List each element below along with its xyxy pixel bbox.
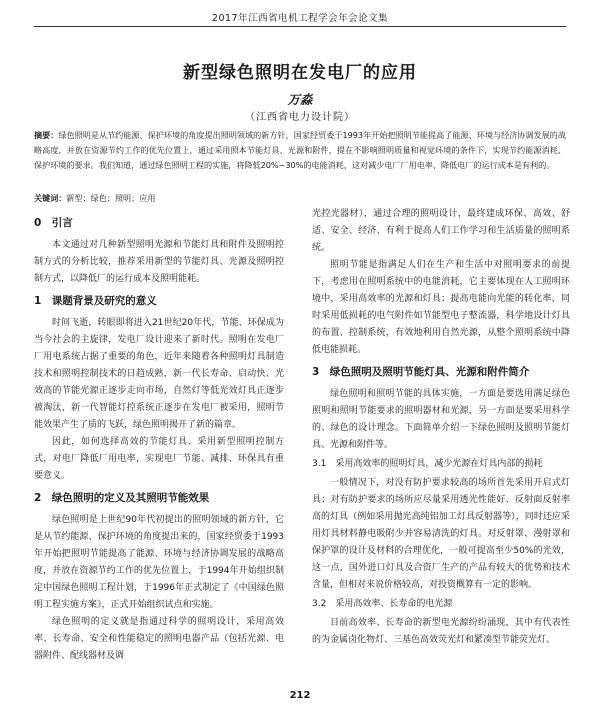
section-2-paragraph-3: 照明节能是指满足人们在生产和生活中对照明要求的前提下，考虑用在照明系统中的电能消耗，它主要体现在人工照明环境中，采用高效率的光源和灯具；提高电能向光能的转化率，同时采用低损耗的电气附件如节能型电子整流器，科学地设计灯具的布置、控制系统，有效地利用自然光源，从整个照明系统中降低电能损耗。: [312, 260, 570, 355]
author-affiliation: （江西省电力设计院）: [245, 112, 355, 123]
keywords-text: 新型；绿色；照明；应用: [66, 193, 156, 203]
section-3-2-heading: 3.2 采用高效率、长寿命的电光源: [312, 599, 453, 609]
section-3-heading: 3 绿色照明及照明节能灯具、光源和附件简介: [312, 366, 530, 378]
section-0-heading: 0 引言: [34, 217, 73, 229]
paper-title: 新型绿色照明在发电厂的应用: [183, 63, 417, 83]
section-2-heading: 2 绿色照明的定义及其照明节能效果: [34, 492, 210, 504]
section-3-1-heading: 3.1 采用高效率的照明灯具，减少光源在灯具内部的损耗: [312, 459, 543, 469]
section-3-paragraph: 绿色照明和照明节能的具体实施，一方面是要选用满足绿色照明和照明节能要求的照明器材和光源，另一方面是要采用科学的、绿色的设计理念。下面简单介绍一下绿色照明及照明节能灯具、光源和附件等。: [312, 389, 570, 450]
section-0-paragraph: 本文通过对几种新型照明光源和节能灯具和附件及照明控制方式的分析比较，推荐采用新型的节能灯具、光源及照明控制方式，以降低厂的运行成本及照明能耗。: [34, 240, 284, 284]
author-name: 万淼: [287, 92, 313, 107]
abstract-label: 摘要：: [34, 130, 59, 140]
right-column: [312, 206, 570, 649]
left-column: [34, 210, 284, 665]
running-head: 2017年江西省电机工程学会年会论文集: [211, 13, 389, 24]
header-rule: [34, 26, 566, 27]
section-1-paragraph-2: 因此，如何选择高效的节能灯具、采用新型照明控制方式，对电厂降低厂用电率，实现电厂节能、减排、环保具有重要意义。: [34, 437, 284, 481]
page-number: 212: [289, 690, 311, 701]
section-3-2-paragraph: 目前高效率、长寿命的新型电光源纷纷涌现，其中有代表性的为金属卤化物灯、三基色高效荧光灯和紧凑型节能荧光灯。: [312, 618, 570, 645]
keywords: [34, 191, 566, 206]
section-2-paragraph-2: 绿色照明的定义就是指通过科学的照明设计，采用高效率、长寿命、安全和性能稳定的照明电器产品（包括光源、电器附件、配线器材及调: [34, 617, 284, 661]
section-2-paragraph-1: 绿色照明是上世纪90年代初提出的照明领域的新方针，它是从节约能源、保护环境的角度提出来的，国家经贸委于1993年开始把照明节能提高了能源、环境与经济协调发展的战略高度，并放在资源节约工作的优先位置上，于1994年开始组织制定中国绿色照明工程计划，于1996年正式制定了《中国绿色照明工程实施方案》，正式开始组织试点和实施。: [34, 515, 284, 610]
abstract-text: 绿色照明是从节约能源、保护环境的角度提出照明领域的新方针，国家经贸委于1993年开始把照明节能提高了能源、环境与经济协调发展的战略高度，并放在资源节约工作的优先位置上，通过采用照本节能灯具、光源和附件，提在不影响照明质量和视觉环境的条件下，实现节约能源消耗、保护环境的要求。我们知道，通过绿色照明工程的实施，将降低20%~30%的电能消耗，这对减少电厂厂用电率、降低电厂的运行成本是有利的。: [34, 130, 566, 170]
section-1-heading: 1 课题背景及研究的意义: [34, 295, 157, 307]
keywords-label: 关键词：: [34, 193, 67, 203]
abstract: [34, 128, 566, 173]
section-1-paragraph-1: 时间飞逝，转眼即将进入21世纪20年代，节能、环保成为当今社会的主旋律，发电厂设计迎来了新时代。照明在发电厂厂用电系统占据了重要的角色，近年来随着各种照明灯具制造技术和照明控制技术的日趋成熟，新一代长寿命、启动快、光效高的节能光源正逐步走向市场，自然灯等低光效灯具正逐步被淘汰，新一代智能灯控系统正逐步在发电厂被采用，照明节能效果产生了质的飞跃，绿色照明揭开了新的篇章。: [34, 318, 284, 430]
section-2-paragraph-2-continued: 光控光器材），通过合理的照明设计，最终建成环保、高效、舒适、安全、经济、有利于提高人们工作学习和生活质量的照明系统。: [312, 209, 570, 253]
section-3-1-paragraph: 一般情况下，对没有防护要求较高的场所首先采用开启式灯具；对有防护要求的场所应尽量采用透光性能好、反射面反射率高的灯具（例如采用抛光高纯铝加工灯具反射器等），同时还应采用灯具材料静电吸附少并容易清洗的灯具。对反射罩、漫射罩和保护罩的设计及材料的合理优化，一般可提高至少50%的光效，这一点，国外进口灯具及合资厂生产的产品有较大的优势和技术含量，但相对来说价格较高，对投资概算有一定的影响。: [312, 478, 570, 590]
